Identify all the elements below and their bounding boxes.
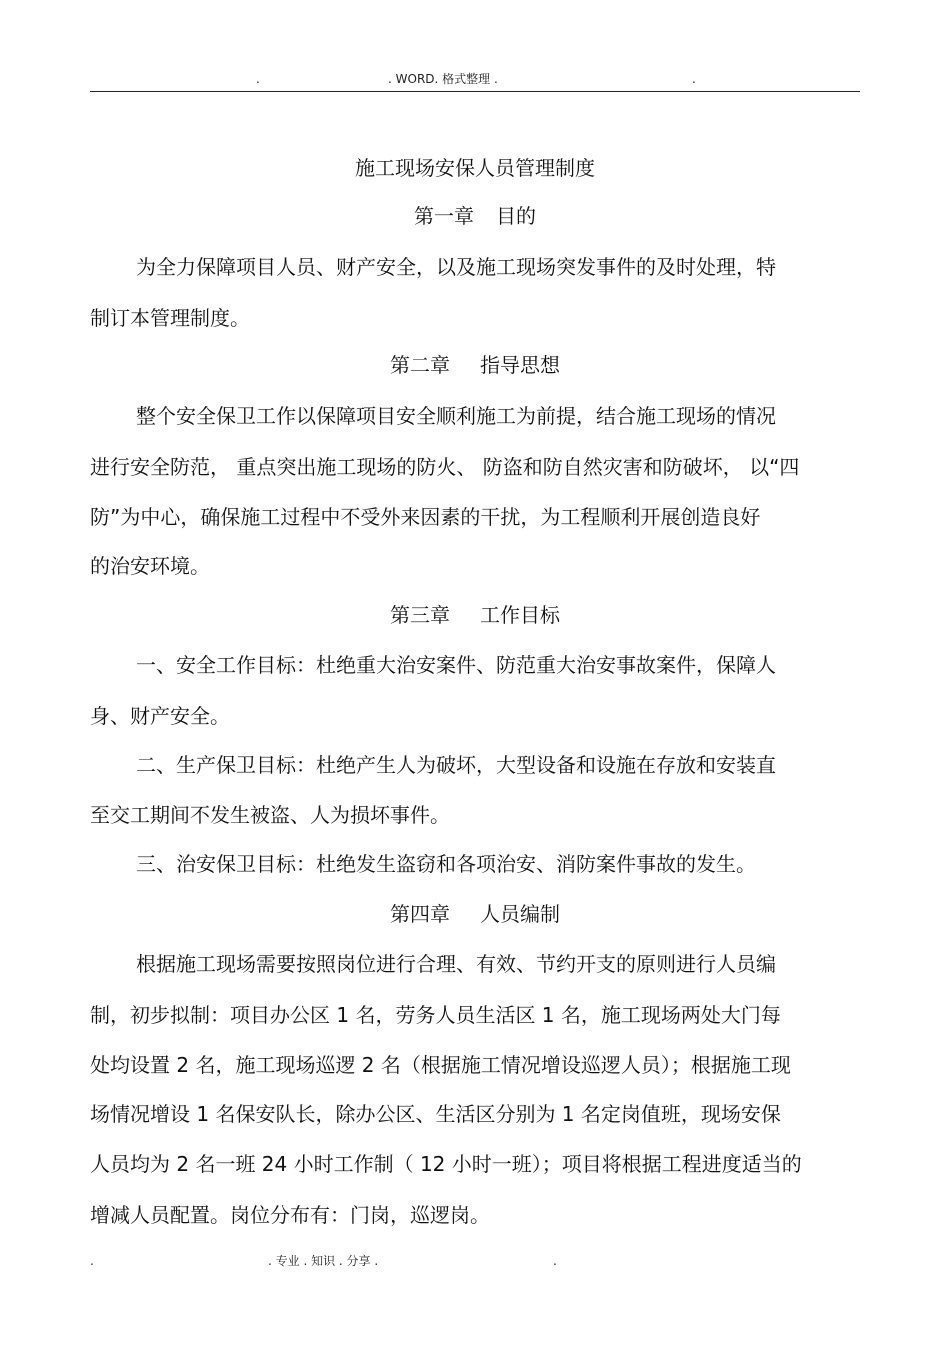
chapter-name: 指导思想 — [480, 353, 560, 377]
header-dot-left: . — [256, 72, 260, 86]
chapter-name: 工作目标 — [480, 603, 560, 627]
header-dot-right: . — [692, 72, 696, 86]
paragraph-line: 二、生产保卫目标：杜绝产生人为破坏，大型设备和设施在存放和安装直 — [136, 753, 776, 777]
chapter-number: 第一章 — [414, 204, 474, 228]
paragraph-line: 为全力保障项目人员、财产安全，以及施工现场突发事件的及时处理，特 — [136, 255, 776, 279]
chapter-heading — [0, 350, 950, 380]
header-divider — [90, 91, 860, 92]
paragraph-line: 整个安全保卫工作以保障项目安全顺利施工为前提，结合施工现场的情况 — [136, 404, 776, 428]
chapter-heading — [0, 600, 950, 630]
paragraph-line: 的治安环境。 — [90, 554, 210, 578]
paragraph-line: 场情况增设 1 名保安队长，除办公区、生活区分别为 1 名定岗值班，现场安保 — [90, 1102, 781, 1126]
paragraph-line: 制，初步拟制：项目办公区 1 名，劳务人员生活区 1 名，施工现场两处大门每 — [90, 1003, 781, 1027]
paragraph-line: 身、财产安全。 — [90, 704, 230, 728]
paragraph-line: 人员均为 2 名一班 24 小时工作制（ 12 小时一班）；项目将根据工程进度适当的 — [90, 1152, 802, 1176]
chapter-heading — [0, 899, 950, 929]
paragraph-line: 至交工期间不发生被盗、人为损坏事件。 — [90, 803, 450, 827]
paragraph-line: 处均设置 2 名，施工现场巡逻 2 名（根据施工情况增设巡逻人员）；根据施工现 — [90, 1053, 791, 1077]
paragraph-line: 增减人员配置。岗位分布有：门岗，巡逻岗。 — [90, 1203, 490, 1227]
chapter-number: 第四章 — [390, 902, 450, 926]
chapter-name: 目的 — [496, 204, 536, 228]
document-title: 施工现场安保人员管理制度 — [355, 156, 595, 180]
paragraph-line: 根据施工现场需要按照岗位进行合理、有效、节约开支的原则进行人员编 — [136, 952, 776, 976]
paragraph-line: 一、安全工作目标：杜绝重大治安案件、防范重大治安事故案件，保障人 — [136, 653, 776, 677]
footer-text: . 专业 . 知识 . 分享 . — [268, 1254, 379, 1268]
paragraph-line: 进行安全防范， 重点突出施工现场的防火、 防盗和防自然灾害和防破坏， 以“四 — [90, 455, 800, 479]
footer-dot-right: . — [553, 1254, 557, 1268]
footer-dot-left: . — [90, 1254, 94, 1268]
paragraph-line: 制订本管理制度。 — [90, 306, 250, 330]
header-title: . WORD. 格式整理 . — [388, 72, 498, 86]
chapter-heading — [0, 201, 950, 231]
paragraph-line: 防”为中心，确保施工过程中不受外来因素的干扰，为工程顺利开展创造良好 — [90, 505, 761, 529]
chapter-number: 第二章 — [390, 353, 450, 377]
paragraph-line: 三、治安保卫目标：杜绝发生盗窃和各项治安、消防案件事故的发生。 — [136, 852, 756, 876]
chapter-name: 人员编制 — [480, 902, 560, 926]
chapter-number: 第三章 — [390, 603, 450, 627]
